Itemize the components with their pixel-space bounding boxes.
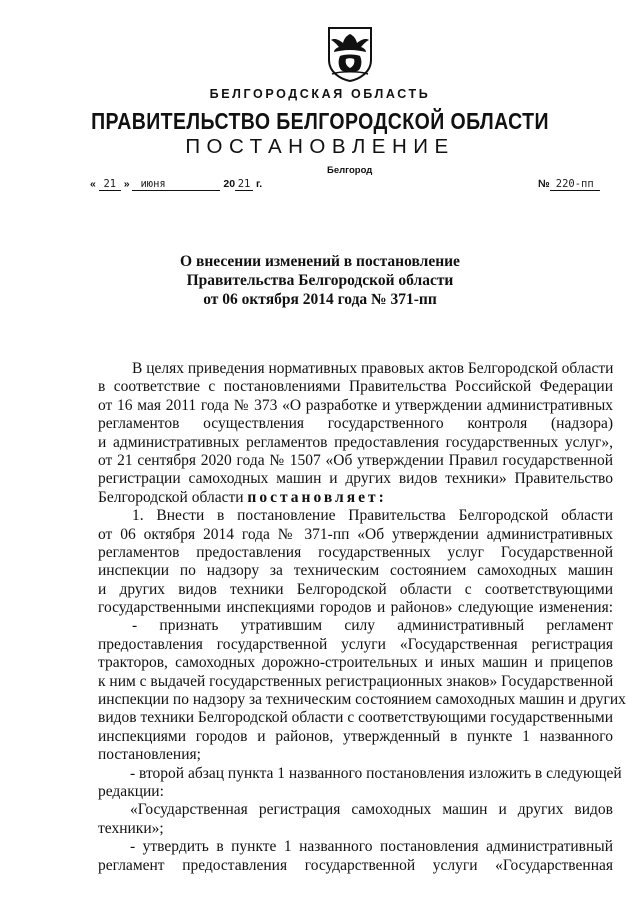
body-line: видов техники Белгородской области с соответствующими государственными [98, 709, 614, 727]
body-line: тракторов, самоходных дорожно-строительных и иных машин и прицепов [98, 654, 613, 672]
number-label: № [538, 178, 550, 190]
body-line: и других видов техники Белгородской области с соответствующими [98, 580, 613, 598]
decree-body [98, 360, 626, 875]
body-line: инспекции по надзору за техническим состоянием самоходных машин и других [98, 691, 626, 709]
body-line: регламент предоставления государственной услуги «Государственная [98, 856, 613, 874]
body-line: техники»; [98, 819, 164, 837]
body-line: от 21 сентября 2020 года № 1507 «Об утверждении Правил государственной [98, 451, 613, 469]
body-line-resolution [98, 489, 613, 507]
date-month: июня [132, 178, 220, 191]
body-line: постановления; [98, 746, 201, 764]
date-open-quote: « [90, 178, 96, 190]
body-line: от 16 мая 2011 года № 373 «О разработке и утверждении административных [98, 396, 613, 414]
body-line: предоставления государственной услуги «Государственная регистрация [98, 635, 613, 653]
body-line: - второй абзац пункта 1 названного постановления изложить в следующей [130, 764, 622, 782]
body-line: В целях приведения нормативных правовых актов Белгородской области [132, 360, 614, 377]
body-line: государственными инспекциями городов и районов» следующие изменения: [98, 599, 613, 617]
document-type: ПОСТАНОВЛЕНИЕ [185, 135, 455, 158]
region-name: БЕЛГОРОДСКАЯ ОБЛАСТЬ [209, 87, 431, 101]
body-line: инспекции по надзору за техническим состоянием самоходных машин [98, 562, 613, 580]
body-line: - признать утратившим силу административный регламент [132, 617, 613, 635]
decree-number [538, 178, 600, 191]
body-line: регламентов предоставления государственных услуг Государственной [98, 543, 613, 561]
body-line: - утвердить в пункте 1 названного постановления административный [130, 838, 613, 856]
city-name: Белгород [327, 165, 373, 176]
date-close-quote: » [123, 178, 130, 190]
body-line: и административных регламентов предоставления государственных услуг», [98, 433, 613, 451]
title-line: Правительства Белгородской области [186, 272, 454, 289]
number-value: 220-пп [550, 178, 600, 191]
body-line: 1. Внести в постановление Правительства Белгородской области [132, 507, 613, 525]
coat-of-arms-emblem [326, 26, 374, 82]
body-line: редакции: [98, 782, 164, 800]
body-line: Белгородской области [98, 488, 244, 506]
date-year-suffix: 21 [235, 178, 253, 191]
decree-date [90, 178, 262, 191]
body-line: инспекциями городов и районов, утвержденный в пункте 1 названного [98, 727, 613, 745]
body-line: от 06 октября 2014 года № 371-пп «Об утверждении административных [98, 525, 613, 543]
date-day: 21 [99, 178, 121, 191]
body-line: регламентов осуществления государственного контроля (надзора) [98, 415, 613, 433]
body-line: в соответствие с постановлениями Правительства Российской Федерации [98, 378, 613, 396]
decree-title [0, 252, 640, 309]
body-line: к ним с выдачей государственных регистрационных знаков» Государственной [98, 672, 614, 690]
government-name: ПРАВИТЕЛЬСТВО БЕЛГОРОДСКОЙ ОБЛАСТИ [91, 108, 549, 134]
body-line: регистрации самоходных машин и других видов техники» Правительство [98, 470, 613, 488]
title-line: от 06 октября 2014 года № 371-пп [203, 291, 437, 308]
date-year-mark: г. [255, 178, 263, 190]
body-line: «Государственная регистрация самоходных машин и других видов [130, 801, 613, 819]
title-line: О внесении изменений в постановление [180, 253, 460, 270]
date-year-prefix: 20 [223, 178, 236, 190]
resolution-keyword: постановляет: [247, 488, 387, 506]
